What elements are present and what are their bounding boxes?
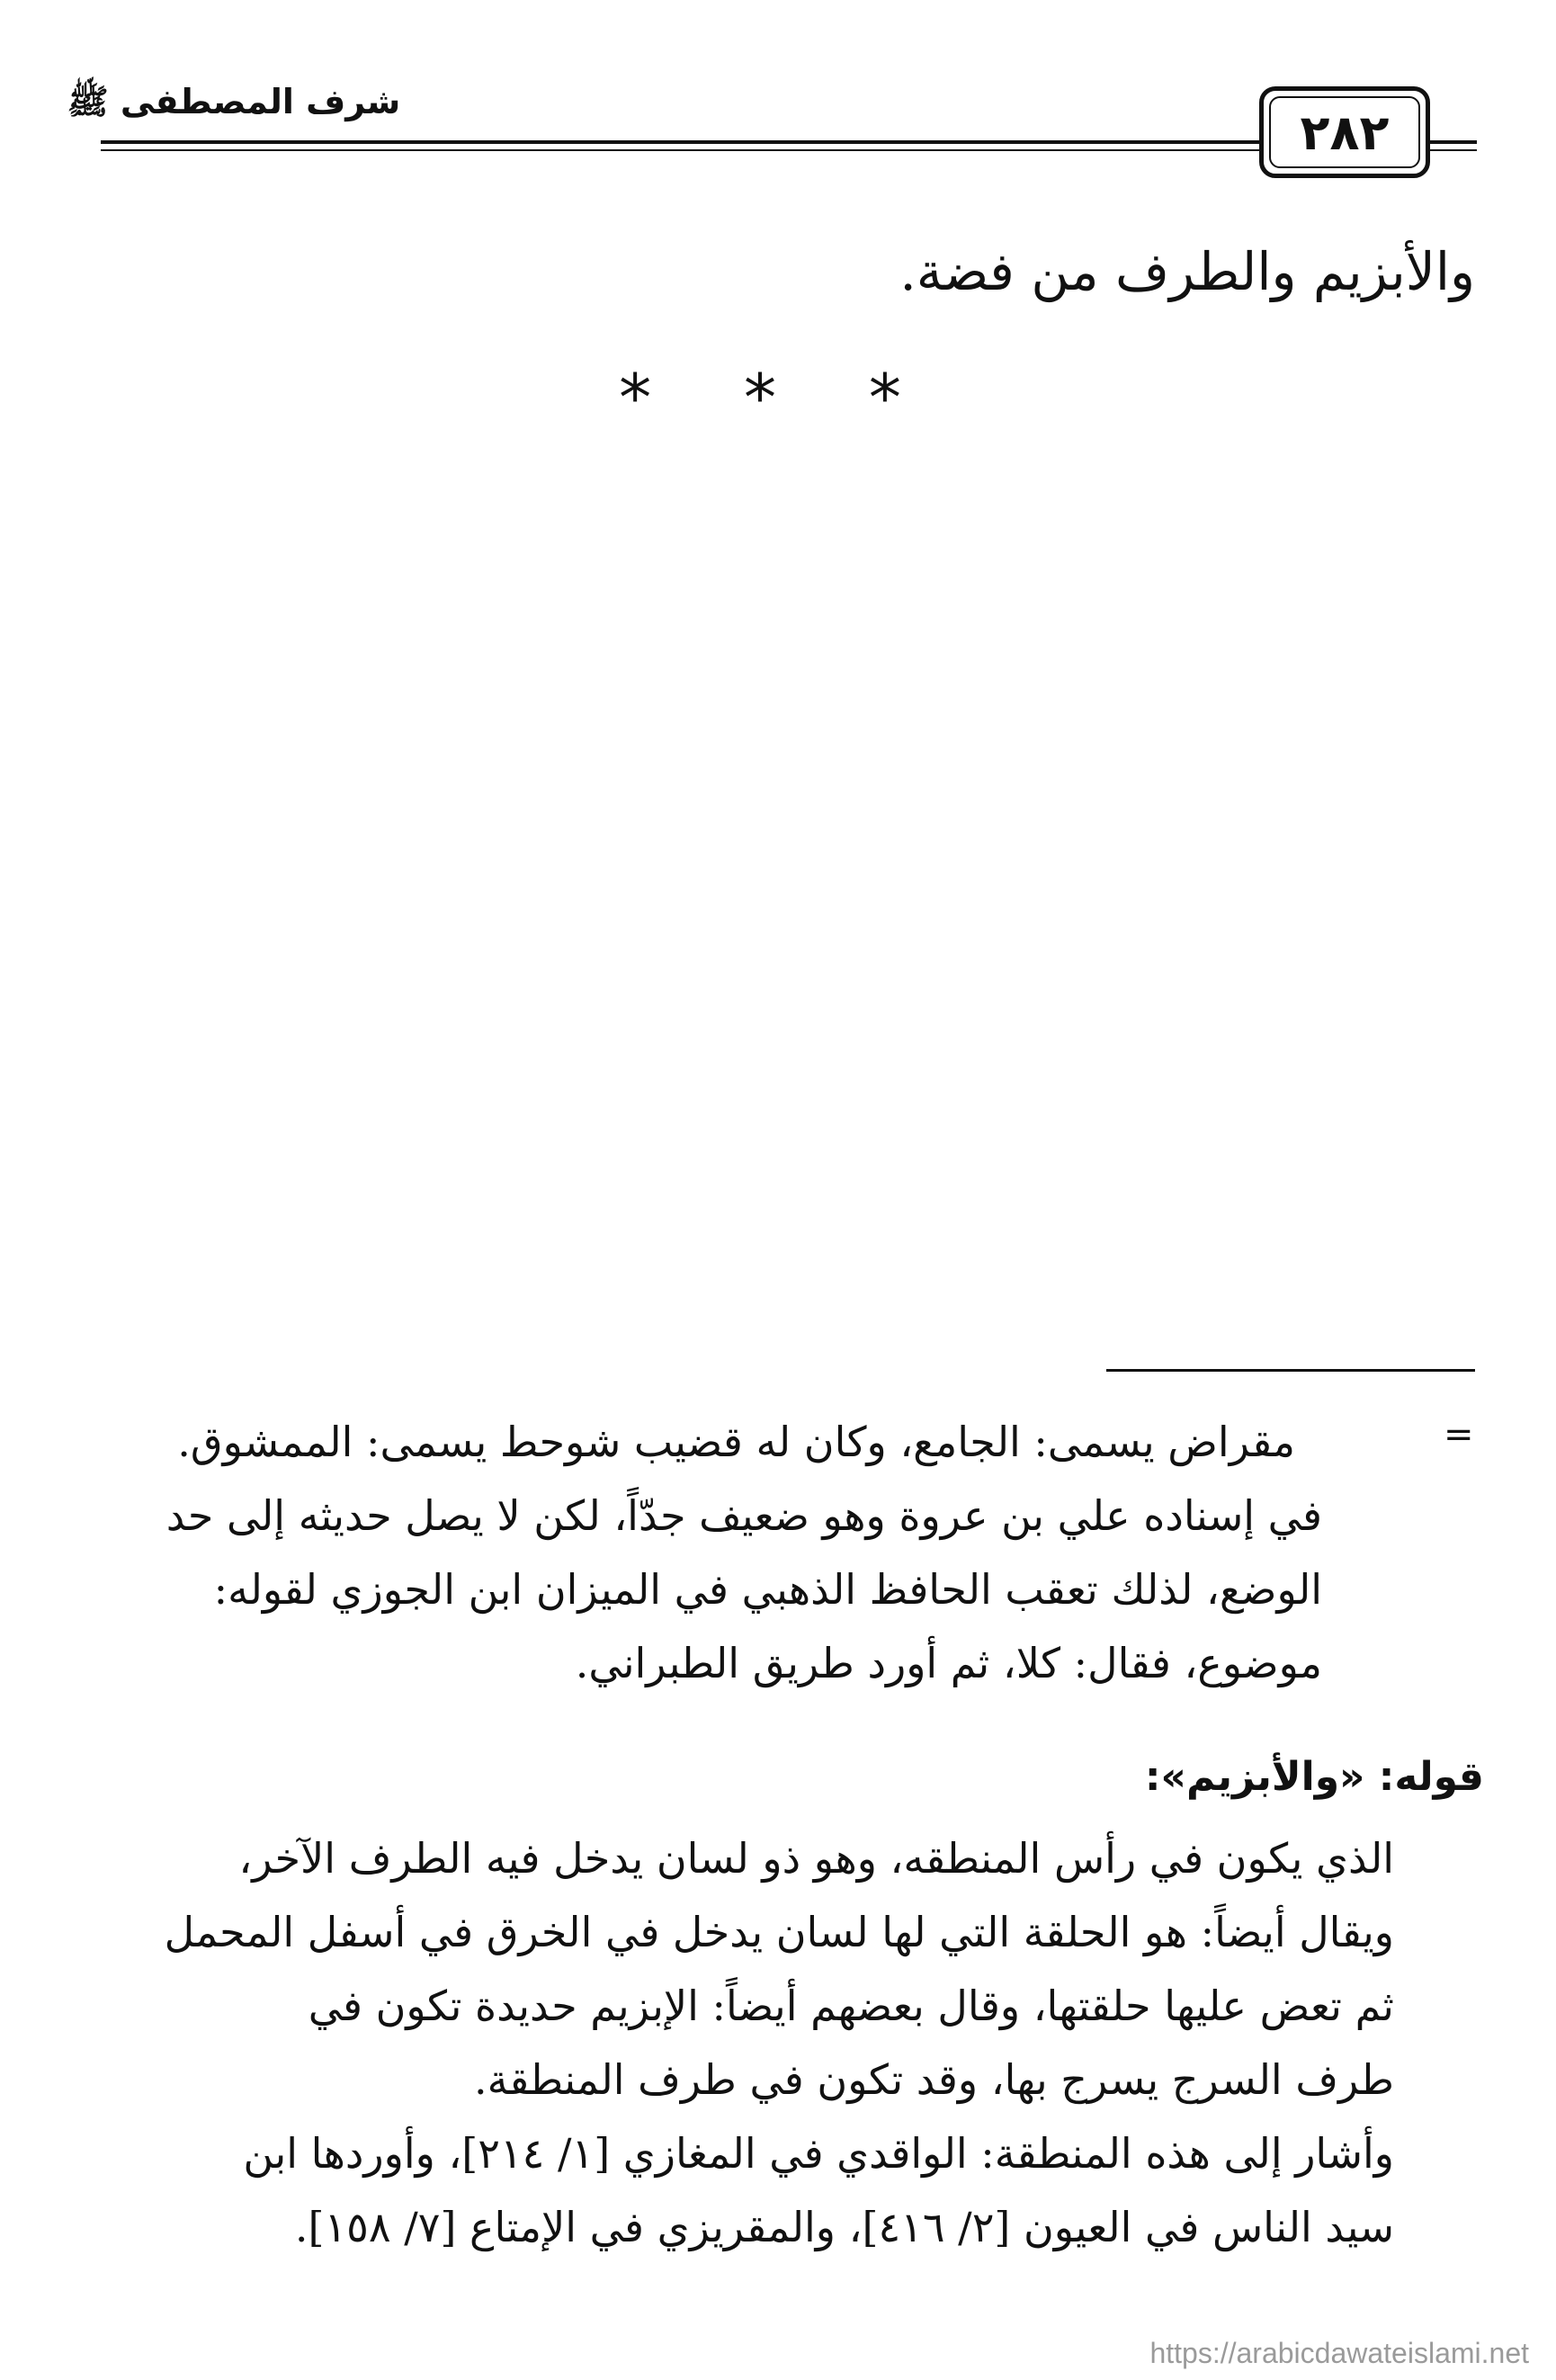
section-separator: * * * bbox=[619, 360, 937, 435]
header-rule-bottom bbox=[101, 149, 1261, 151]
commentary-line: طرف السرج يسرج بها، وقد تكون في طرف المنطقة. bbox=[473, 2055, 1394, 2104]
footnote-line: الوضع، لذلك تعقب الحافظ الذهبي في الميزان ابن الجوزي لقوله: bbox=[213, 1565, 1322, 1614]
commentary-line: الذي يكون في رأس المنطقه، وهو ذو لسان يدخل فيه الطرف الآخر، bbox=[238, 1834, 1394, 1883]
page-number: ٢٨٢ bbox=[1300, 103, 1390, 161]
footnote-line: موضوع، فقال: كلا، ثم أورد طريق الطبراني. bbox=[575, 1639, 1322, 1687]
footnote-text bbox=[108, 1405, 1322, 1700]
commentary-line: ثم تعض عليها حلقتها، وقال بعضهم أيضاً: الإبزيم حديدة تكون في bbox=[308, 1982, 1394, 2030]
watermark-url: https://arabicdawateislami.net bbox=[1149, 2337, 1529, 2369]
main-text: والأبزيم والطرف من فضة. bbox=[899, 241, 1475, 302]
running-head-title: شرف المصطفى ﷺ bbox=[67, 82, 401, 121]
commentary-line: سيد الناس في العيون [٢/ ٤١٦]، والمقريزي في الإمتاع [٧/ ١٥٨]. bbox=[294, 2203, 1394, 2251]
commentary-text bbox=[108, 1821, 1394, 2264]
commentary-line: وأشار إلى هذه المنطقة: الواقدي في المغازي [١/ ٢١٤]، وأوردها ابن bbox=[243, 2129, 1394, 2178]
header-rule-top bbox=[101, 140, 1261, 144]
footnote-rule bbox=[1106, 1369, 1475, 1372]
commentary-line: ويقال أيضاً: هو الحلقة التي لها لسان يدخل في الخرق في أسفل المحمل bbox=[164, 1908, 1394, 1956]
page-number-frame bbox=[1259, 86, 1430, 178]
commentary-label: قوله: «والأبزيم»: bbox=[1144, 1754, 1484, 1800]
footnote-continuation-mark: = bbox=[1444, 1414, 1474, 1455]
footnote-line: مقراض يسمى: الجامع، وكان له قضيب شوحط يسمى: الممشوق. bbox=[177, 1418, 1295, 1466]
footnote-line: في إسناده علي بن عروة وهو ضعيف جدّاً، لكن لا يصل حديثه إلى حد bbox=[165, 1491, 1322, 1540]
